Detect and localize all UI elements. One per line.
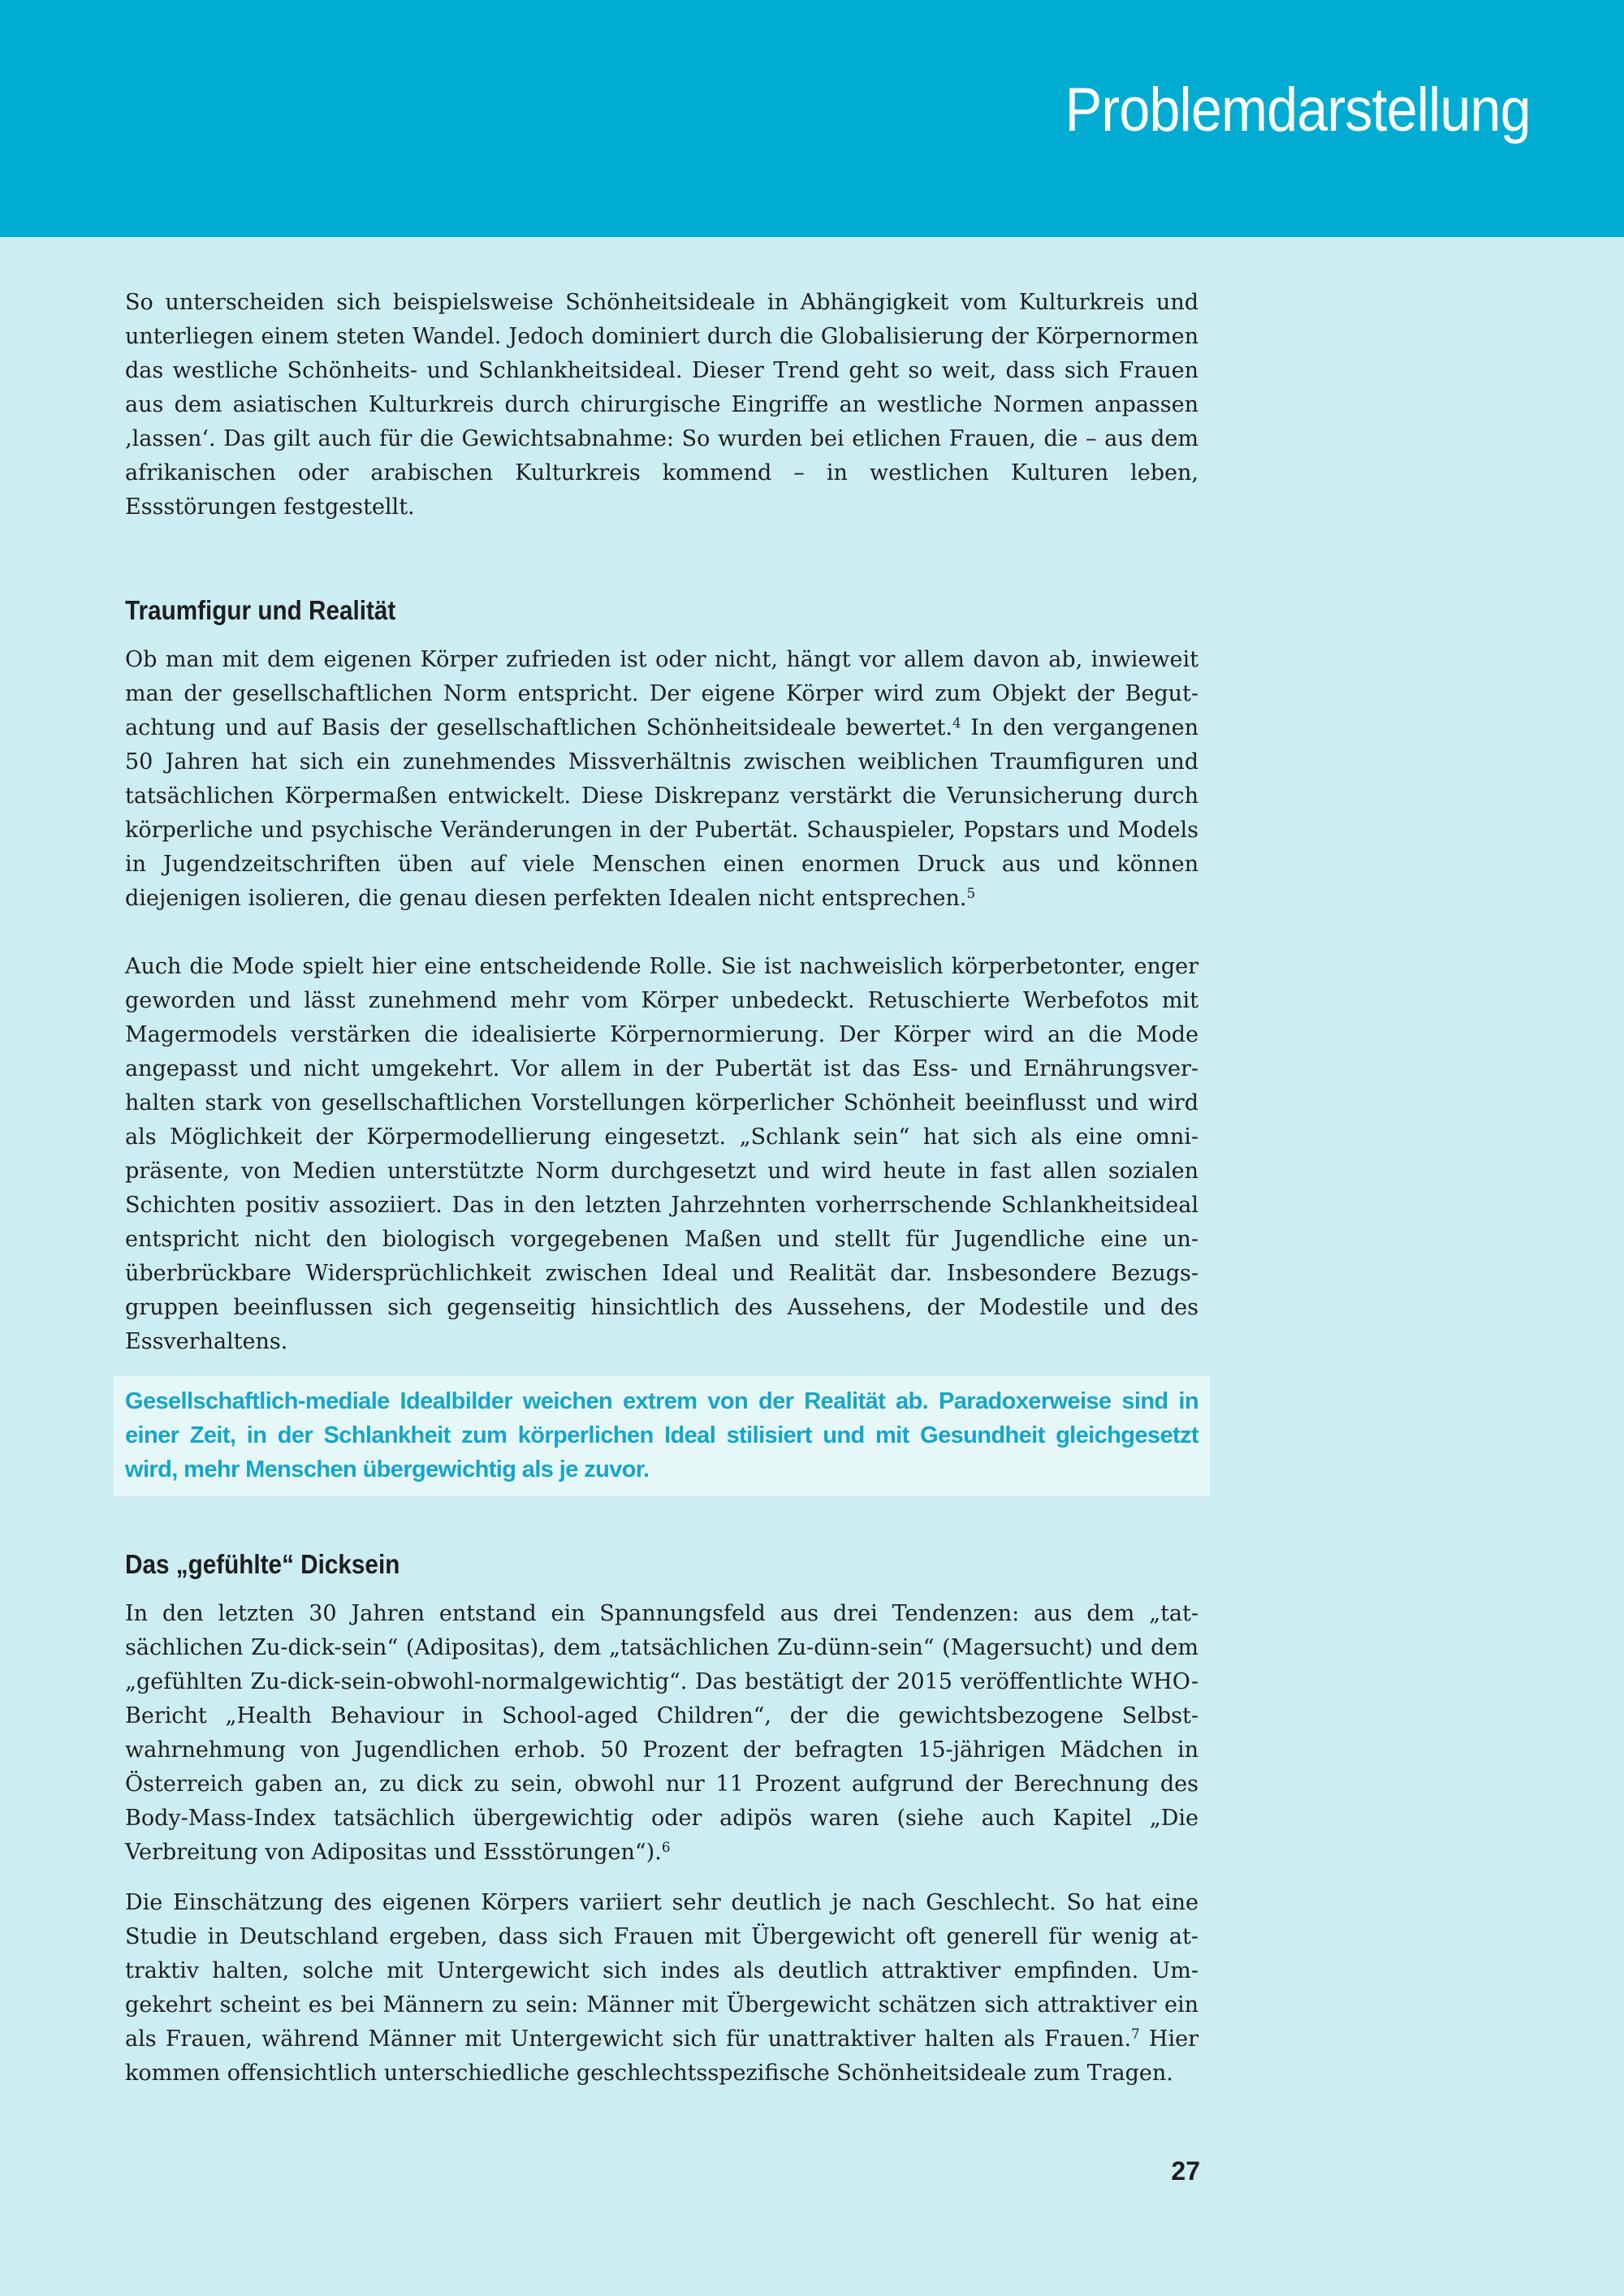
body-paragraph	[125, 1886, 1199, 2091]
paragraph-text: In den letzten 30 Jahren entstand ein Spannungsfeld aus drei Tendenzen: aus dem „tatsächlichen Zu-dick-sein“ (Adipositas), dem „tatsächlichen Zu-dünn-sein“ (Magersucht) und dem „gefühlten Zu-dick-sein-obwohl-normalgewichtig“. Das bestätigt der 2015 veröffentlichte WHO-Bericht „Health Behaviour in School-aged Children“, der die gewichtsbezogene Selbstwahrnehmung von Jugendlichen erhob. 50 Prozent der befragten 15-jährigen Mädchen in Österreich gaben an, zu dick zu sein, obwohl nur 11 Prozent aufgrund der Berechnung des Body-Mass-Index tatsächlich übergewichtig oder adipös waren (siehe auch Kapitel „Die Verbreitung von Adipositas und Essstörungen“).	[125, 1601, 1199, 1865]
highlight-box	[114, 1376, 1210, 1496]
footnote-ref[interactable]: 4	[952, 714, 961, 731]
paragraph-text: Die Einschätzung des eigenen Körpers variiert sehr deutlich je nach Geschlecht. So hat eine Studie in Deutschland ergeben, dass sich Frauen mit Übergewicht oft generell für wenig attraktiv halten, solche mit Untergewicht sich indes als deutlich attraktiver empfinden. Umgekehrt scheint es bei Männern zu sein: Männer mit Übergewicht schätzen sich attraktiver ein als Frauen, während Männer mit Untergewicht sich für unattraktiver halten als Frauen.	[125, 1890, 1199, 2052]
paragraph-text: In den vergangenen 50 Jahren hat sich ein zunehmendes Missverhältnis zwischen weiblichen Traumfiguren und tatsächlichen Körpermaßen entwickelt. Diese Diskrepanz verstärkt die Verunsicherung durch körperliche und psychische Veränderungen in der Pubertät. Schauspieler, Popstars und Models in Jugendzeitschriften üben auf viele Menschen einen enormen Druck aus und können diejenigen isolieren, die genau diesen perfekten Idealen nicht entsprechen.	[125, 715, 1199, 911]
section-heading-traumfigur: Traumfigur und Realität	[125, 595, 396, 625]
page-content	[125, 286, 1199, 2091]
paragraph-text: Ob man mit dem eigenen Körper zufrieden ist oder nicht, hängt vor allem davon ab, inwieweit man der gesellschaftlichen Norm entspricht. Der eigene Körper wird zum Objekt der Begutachtung und auf Basis der gesellschaftlichen Schönheitsideale bewertet.	[125, 647, 1199, 740]
chapter-title: Problemdarstellung	[1065, 76, 1531, 145]
intro-paragraph: So unterscheiden sich beispielsweise Schönheitsideale in Abhängigkeit vom Kulturkreis und unterliegen einem steten Wandel. Jedoch dominiert durch die Globalisierung der Körpernormen das westliche Schönheits- und Schlankheitsideal. Dieser Trend geht so weit, dass sich Frauen aus dem asiatischen Kulturkreis durch chirurgische Eingriffe an westliche Normen anpassen ‚lassen‘. Das gilt auch für die Gewichtsabnahme: So wurden bei etlichen Frauen, die – aus dem afrikanischen oder arabischen Kulturkreis kommend – in westlichen Kulturen leben, Essstörungen festgestellt.	[125, 290, 1199, 520]
highlight-text: Gesellschaftlich-mediale Idealbilder weichen extrem von der Realität ab. Paradoxerweise sind in einer Zeit, in der Schlankheit zum körperlichen Ideal stilisiert und mit Gesundheit gleichgesetzt wird, mehr Menschen übergewichtig als je zuvor.	[125, 1388, 1199, 1482]
footnote-ref[interactable]: 7	[1131, 2025, 1140, 2042]
footnote-ref[interactable]: 5	[966, 884, 976, 901]
header-band	[0, 0, 1624, 237]
footnote-ref[interactable]: 6	[661, 1838, 671, 1855]
body-paragraph	[125, 643, 1199, 916]
page-number: 27	[1171, 2156, 1200, 2186]
body-paragraph: Auch die Mode spielt hier eine entscheidende Rolle. Sie ist nachweislich körperbetonter, enger geworden und lässt zunehmend mehr vom Körper unbedeckt. Retuschierte Werbefotos mit Magermodels verstärken die idealisierte Körpernormierung. Der Körper wird an die Mode angepasst und nicht umgekehrt. Vor allem in der Pubertät ist das Ess- und Ernährungsverhalten stark von gesellschaftlichen Vorstellungen körperlicher Schönheit beeinflusst und wird als Möglichkeit der Körpermodellierung eingesetzt. „Schlank sein“ hat sich als eine omnipräsente, von Medien unterstützte Norm durchgesetzt und wird heute in fast allen sozialen Schichten positiv assoziiert. Das in den letzten Jahrzehnten vorherrschende Schlankheitsideal entspricht nicht den biologisch vorgegebenen Maßen und stellt für Jugendliche eine unüberbrückbare Widersprüchlichkeit zwischen Ideal und Realität dar. Insbesondere Bezugsgruppen beeinflussen sich gegenseitig hinsichtlich des Aussehens, der Modestile und des Essverhaltens.	[125, 954, 1199, 1354]
paragraph-text: Hier kommen offensichtlich unterschiedliche geschlechtsspezifische Schönheitsideale zum Tragen.	[125, 2026, 1199, 2086]
body-paragraph	[125, 1597, 1199, 1870]
section-heading-dicksein: Das „gefühlte“ Dicksein	[125, 1549, 400, 1579]
